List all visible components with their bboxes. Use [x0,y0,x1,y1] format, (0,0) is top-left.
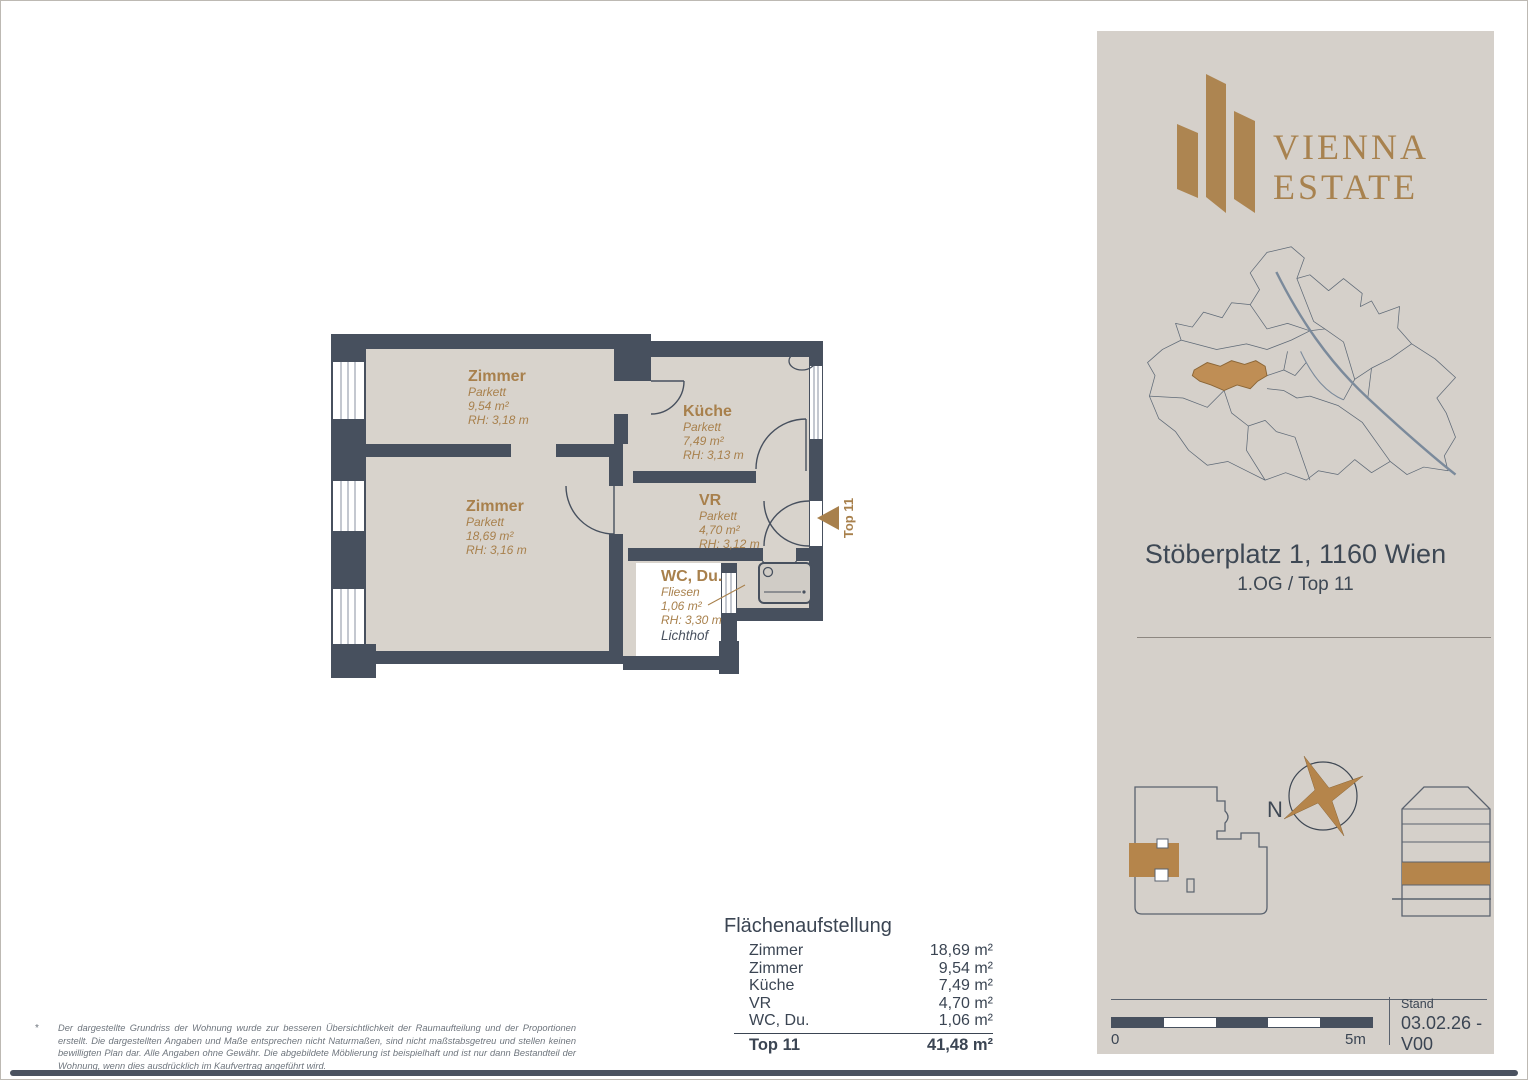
row-label: WC, Du. [749,1012,810,1029]
row-label: Zimmer [749,959,804,977]
svg-text:Parkett: Parkett [683,420,722,434]
building-elevation-icon [1392,787,1491,916]
window-kueche-right [810,366,822,439]
vienna-district-map [1127,234,1491,506]
table-row [711,995,993,1013]
svg-text:Parkett: Parkett [468,385,507,399]
area-table-title: Flächenaufstellung [724,915,892,937]
address: Stöberplatz 1, 1160 Wien [1144,539,1447,569]
address-unit: 1.OG / Top 11 [1237,574,1354,595]
total-label: Top 11 [749,1035,801,1054]
row-value: 4,70 m² [938,994,993,1012]
brand-line2: ESTATE [1273,167,1419,207]
total-value: 41,48 m² [926,1035,993,1054]
plan-unit-label: Top 11 [841,497,856,539]
area-table [711,915,993,1055]
svg-text:9,54 m²: 9,54 m² [468,399,509,413]
row-value: 1,06 m² [938,1012,993,1029]
brand-wordmark [1273,127,1429,207]
label-lichthof: Lichthof [661,628,709,643]
compass-icon [1267,756,1363,836]
danube-canal [1301,351,1344,400]
district-ottakring-highlight [1192,361,1267,391]
svg-text:RH: 3,30 m: RH: 3,30 m [661,613,722,627]
table-row [711,960,993,978]
disclaimer-marker: * [35,1023,39,1034]
svg-text:Fliesen: Fliesen [661,585,700,599]
row-value: 18,69 m² [929,942,993,959]
table-row [711,942,993,960]
disclaimer-text: Der dargestellte Grundriss der Wohnung wurde zur besseren Übersichtlichkeit der Raumaufteilung und der Proportionen erstellt. Die dargestellten Angaben und Maße entsprechen nicht Naturmaßen, sind nicht maßstabsgetreu und stellen keinen bewilligten Plan dar. Alle Angaben ohne Gewähr. Die abgebildete Möblierung ist beispielhaft und ist nur dann Bestandteil der Wohnung, wenn dies ausdrücklich im Kaufvertrag angeführt wird. [58,1023,576,1071]
row-label: Zimmer [749,942,804,959]
stand-value: 03.02.26 - V00 [1401,1013,1483,1054]
sidebar-divider [1137,637,1491,638]
scale-end-label: 5m [1345,1031,1366,1048]
svg-text:7,49 m²: 7,49 m² [683,434,724,448]
window-left-3 [333,589,364,644]
page-bottom-bar [10,1070,1518,1076]
window-left-1 [333,362,364,419]
scale-start-label: 0 [1111,1031,1120,1048]
brand-line1: VIENNA [1273,127,1429,167]
svg-text:RH: 3,12 m: RH: 3,12 m [699,537,760,551]
row-value: 7,49 m² [938,977,993,994]
vienna-estate-logo-icon [1177,68,1262,218]
svg-text:Parkett: Parkett [699,509,738,523]
city-boundary [1148,247,1456,480]
window-left-2 [333,481,364,531]
row-label: Küche [749,977,795,994]
svg-text:Küche: Küche [683,403,732,420]
table-row [711,1012,993,1030]
entrance-opening [810,501,822,546]
window-lichthof [722,573,736,613]
svg-text:WC, Du.: WC, Du. [661,568,723,585]
svg-text:VR: VR [699,492,722,509]
scale-bar [1111,1017,1373,1028]
svg-text:Zimmer: Zimmer [466,498,524,515]
svg-text:Zimmer: Zimmer [468,368,526,385]
svg-text:1,06 m²: 1,06 m² [661,599,702,613]
stand-divider [1389,997,1390,1045]
site-plan-icon [1129,787,1267,914]
row-value: 9,54 m² [938,959,993,977]
table-total-rule [734,1033,993,1034]
svg-text:RH: 3,13 m: RH: 3,13 m [683,448,744,462]
compass-n-label: N [1267,797,1283,822]
floor-plan [331,326,861,681]
sidebar [1097,31,1494,1054]
svg-text:4,70 m²: 4,70 m² [699,523,740,537]
svg-text:Parkett: Parkett [466,515,505,529]
location-graphics [1117,739,1491,924]
svg-text:18,69 m²: 18,69 m² [466,529,514,543]
danube-river [1276,272,1455,475]
shower-icon [759,563,811,603]
row-label: VR [749,994,772,1012]
svg-text:RH: 3,16 m: RH: 3,16 m [466,543,527,557]
table-total-row [711,1036,993,1055]
svg-text:RH: 3,18 m: RH: 3,18 m [468,413,529,427]
table-row [711,977,993,995]
stand-label: Stand [1401,997,1434,1011]
